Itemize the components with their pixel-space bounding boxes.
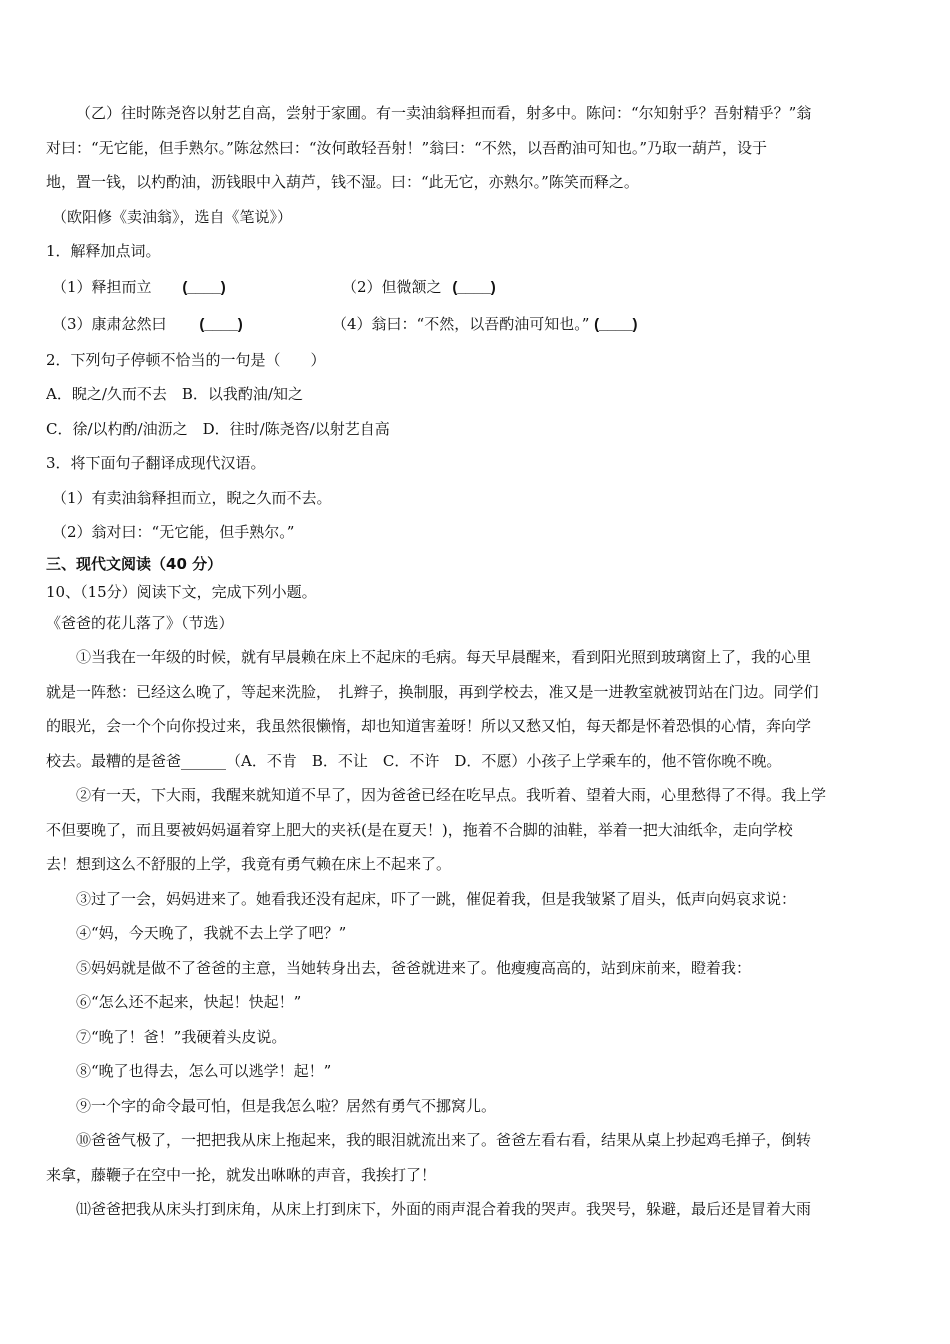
question-2: [46, 343, 908, 447]
sub-question-text: （2）翁对曰：“无它能，但手熟尔。”: [52, 523, 295, 541]
paragraph-text: （A．不肯 B．不让 C．不许 D．不愿）小孩子上学乘车的，他不管你晚不晚。: [226, 751, 782, 770]
passage-line: 地，置一钱，以杓酌油，沥钱眼中入葫芦，钱不湿。曰：“此无它，亦熟尔。”陈笑而释之。: [46, 173, 639, 191]
sub-question-text: （1）有卖油翁释担而立，睨之久而不去。: [52, 488, 332, 507]
answer-blank[interactable]: (____): [182, 278, 226, 296]
question-1: [46, 234, 908, 343]
story-body: [46, 640, 908, 1227]
section-3: [46, 550, 908, 641]
question-stem: 3．将下面句子翻译成现代汉语。: [46, 454, 266, 472]
question-3: [46, 446, 908, 550]
paragraph-line: [46, 744, 908, 779]
sub-question: [52, 306, 342, 343]
passage-line: 对曰：“无它能，但手熟尔。”陈忿然曰：“汝何敢轻吾射！”翁曰：“不然，以吾酌油可知也。”乃取一葫芦，设于: [46, 138, 768, 157]
sub-question-text: （3）康肃忿然曰: [52, 314, 167, 333]
paragraph-line: ①当我在一年级的时候，就有早晨赖在床上不起床的毛病。每天早晨醒来，看到阳光照到玻璃窗上了，我的心里: [76, 648, 812, 666]
sub-question: [52, 269, 342, 306]
passage-b: [46, 96, 908, 234]
paragraph-line: ⑦“晚了！爸！”我硬着头皮说。: [76, 1027, 287, 1046]
paragraph-line: ③过了一会，妈妈进来了。她看我还没有起床，吓了一跳，催促着我，但是我皱紧了眉头，低声向妈哀求说：: [76, 889, 797, 908]
paragraph-line: ⑧“晚了也得去，怎么可以逃学！起！”: [76, 1062, 332, 1080]
paragraph-line: ④“妈，今天晚了，我就不去上学了吧？”: [76, 924, 347, 942]
answer-blank[interactable]: (____): [199, 315, 243, 333]
paragraph-line: 不但要晚了，而且要被妈妈逼着穿上肥大的夹袄(是在夏天！)，拖着不合脚的油鞋，举着一把大油纸伞，走向学校: [46, 820, 793, 839]
sub-question-text: （4）翁曰：“不然，以吾酌油可知也。”: [332, 314, 590, 333]
paragraph-line: 去！想到这么不舒服的上学，我竟有勇气赖在床上不起来了。: [46, 855, 452, 873]
answer-blank[interactable]: (____): [452, 278, 496, 296]
sub-question: [342, 269, 496, 306]
paragraph-line: ⑩爸爸气极了，一把把我从床上拖起来，我的眼泪就流出来了。爸爸左看右看，结果从桌上抄起鸡毛掸子，倒转: [76, 1131, 812, 1149]
paragraph-line: 来拿，藤鞭子在空中一抡，就发出咻咻的声音，我挨打了！: [46, 1165, 437, 1184]
question-row: [46, 269, 908, 306]
exam-page: [46, 96, 908, 1227]
section-heading: 三、现代文阅读（40 分）: [46, 554, 223, 573]
story-title: 《爸爸的花儿落了》（节选）: [46, 613, 234, 632]
paragraph-line: ②有一天，下大雨，我醒来就知道不早了，因为爸爸已经在吃早点。我听着、望着大雨，心里愁得了不得。我上学: [76, 786, 827, 804]
paragraph-line: 的眼光，会一个个向你投过来，我虽然很懒惰，却也知道害羞呀！所以又愁又怕，每天都是怀着恐惧的心情，奔向学: [46, 717, 812, 735]
sub-question-text: （2）但微颔之: [342, 277, 442, 296]
question-options: A．睨之/久而不去 B．以我酌油/知之: [46, 385, 303, 403]
sub-question-text: （1）释担而立: [52, 277, 152, 296]
question-stem: 1．解释加点词。: [46, 242, 161, 260]
question-stem: 2．下列句子停顿不恰当的一句是（ ）: [46, 350, 326, 369]
paragraph-line: 就是一阵愁：已经这么晚了，等起来洗脸， 扎辫子，换制服，再到学校去，准又是一进教室就被罚站在门边。同学们: [46, 682, 819, 701]
answer-blank[interactable]: ______: [181, 751, 227, 770]
passage-line: （乙）往时陈尧咨以射艺自高，尝射于家圃。有一卖油翁释担而看，射多中。陈问：“尔知射乎？吾射精乎？”翁: [76, 104, 812, 122]
sub-question: [332, 306, 638, 343]
paragraph-line: ⑥“怎么还不起来，快起！快起！”: [76, 993, 302, 1011]
paragraph-text: 校去。最糟的是爸爸: [46, 751, 182, 770]
answer-blank[interactable]: (____): [594, 315, 638, 333]
question-row: [46, 306, 908, 343]
paragraph-line: ⑨一个字的命令最可怕，但是我怎么啦？居然有勇气不挪窝儿。: [76, 1096, 497, 1115]
question-stem: 10、（15分）阅读下文，完成下列小题。: [46, 582, 317, 601]
question-options: C．徐/以杓酌/油沥之 D．往时/陈尧咨/以射艺自高: [46, 419, 390, 438]
passage-source: （欧阳修《卖油翁》，选自《笔说》）: [52, 207, 293, 226]
paragraph-line: ⑾爸爸把我从床头打到床角，从床上打到床下，外面的雨声混合着我的哭声。我哭号，躲避，最后还是冒着大雨: [76, 1200, 812, 1218]
paragraph-line: ⑤妈妈就是做不了爸爸的主意，当她转身出去，爸爸就进来了。他瘦瘦高高的，站到床前来，瞪着我：: [76, 958, 752, 977]
